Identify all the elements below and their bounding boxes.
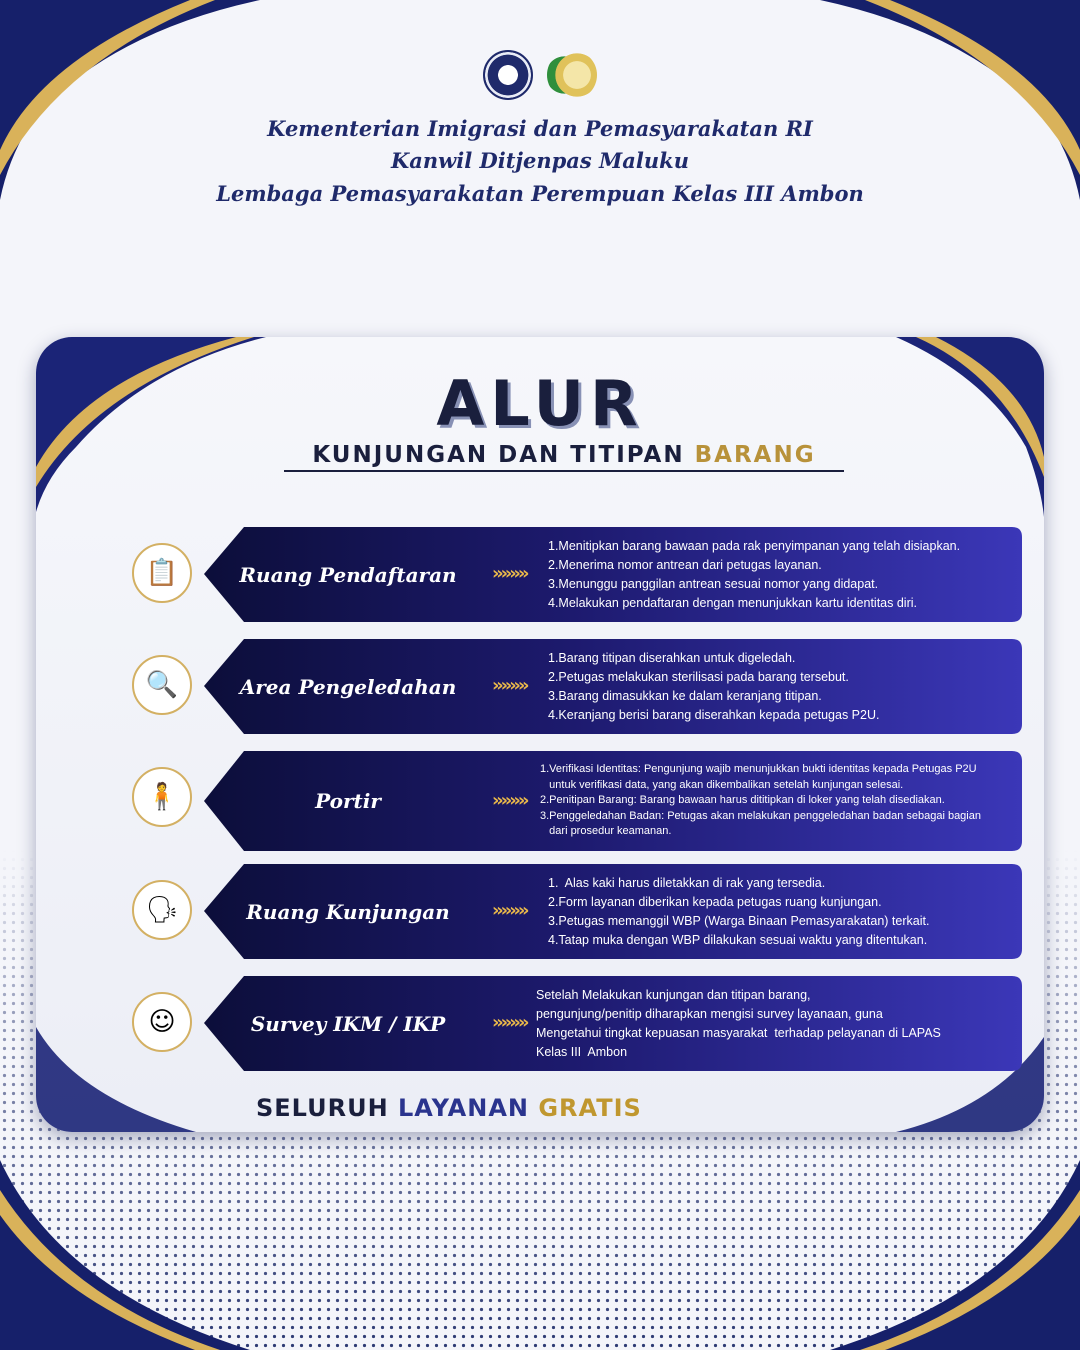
arrows-icon: »»»» [492,563,527,584]
step-label: Portir [315,789,381,813]
step-label: Survey IKM / IKP [250,1011,446,1036]
step-description: 1.Menitipkan barang bawaan pada rak penyimpanan yang telah disiapkan. 2.Menerima nomor antrean dari petugas layanan. 3.Menunggu panggilan antrean sesuai nomor yang didapat. 4.Melakukan pendaftaran dengan menunjukkan kartu identitas diri. [548,538,961,610]
page-subtitle: KUNJUNGAN DAN TITIPAN BARANG [284,442,844,472]
step-row [132,864,1022,959]
search-maze-icon: 🔍 [132,655,192,715]
step-row [132,751,1022,851]
arrows-icon: »»»» [492,675,527,696]
institution-name: Lembaga Pemasyarakatan Perempuan Kelas III Ambon [216,181,864,206]
page-title: ALUR [436,367,644,440]
step-label: Ruang Pendaftaran [239,562,457,587]
conversation-icon: 🗣 [132,880,192,940]
step-banner [204,864,1022,959]
arrows-icon: »»»» [492,790,527,811]
arrows-icon: »»»» [492,1012,527,1033]
ministry-name: Kementerian Imigrasi dan Pemasyarakatan RI [267,116,813,141]
step-banner [204,527,1022,622]
step-row [132,527,1022,622]
free-service-notice: SELURUH LAYANAN GRATIS [256,1094,642,1122]
step-description: 1.Barang titipan diserahkan untuk digeledah. 2.Petugas melakukan sterilisasi pada barang tersebut. 3.Barang dimasukkan ke dalam keranjang titipan. 4.Keranjang berisi barang diserahkan kepada petugas P2U. [548,650,880,722]
step-description: 1. Alas kaki harus diletakkan di rak yang tersedia. 2.Form layanan diberikan kepada petugas ruang kunjungan. 3.Petugas memanggil WBP (Warga Binaan Pemasyarakatan) terkait. 4.Tatap muka dengan WBP dilakukan sesuai waktu yang ditentukan. [548,875,930,947]
step-row [132,639,1022,734]
clipboard-form-icon: 📋 [132,543,192,603]
step-label: Area Pengeledahan [239,674,457,699]
arrows-icon: »»»» [492,900,527,921]
step-banner [204,639,1022,734]
step-banner [204,976,1022,1071]
pemasyarakatan-emblem-icon [547,50,597,100]
info-card [36,337,1044,1132]
step-description: 1.Verifikasi Identitas: Pengunjung wajib menunjukkan bukti identitas kepada Petugas P2U untuk verifikasi data, yang akan dikembalikan setelah kunjungan selesai. 2.Penitipan Barang: Barang bawaan harus dititipkan di loker yang telah disediakan. 3.Penggeledahan Badan: Petugas akan melakukan penggeledahan badan sebagai bagian dari prosedur keamanan. [540,763,981,838]
step-description: Setelah Melakukan kunjungan dan titipan barang, pengunjung/penitip diharapkan mengisi survey layanaan, guna Mengetahui tingkat kepuasan masyarakat terhadap pelayanan di LAPAS Kelas III Ambon [536,987,941,1059]
kanwil-name: Kanwil Ditjenpas Maluku [391,148,689,173]
person-scan-icon: 🧍 [132,767,192,827]
header [0,0,1080,240]
step-label: Ruang Kunjungan [246,899,450,924]
survey-feedback-icon: ☺ [132,992,192,1052]
logos [0,50,1080,100]
step-banner [204,751,1022,851]
step-row [132,976,1022,1071]
ministry-emblem-icon [483,50,533,100]
